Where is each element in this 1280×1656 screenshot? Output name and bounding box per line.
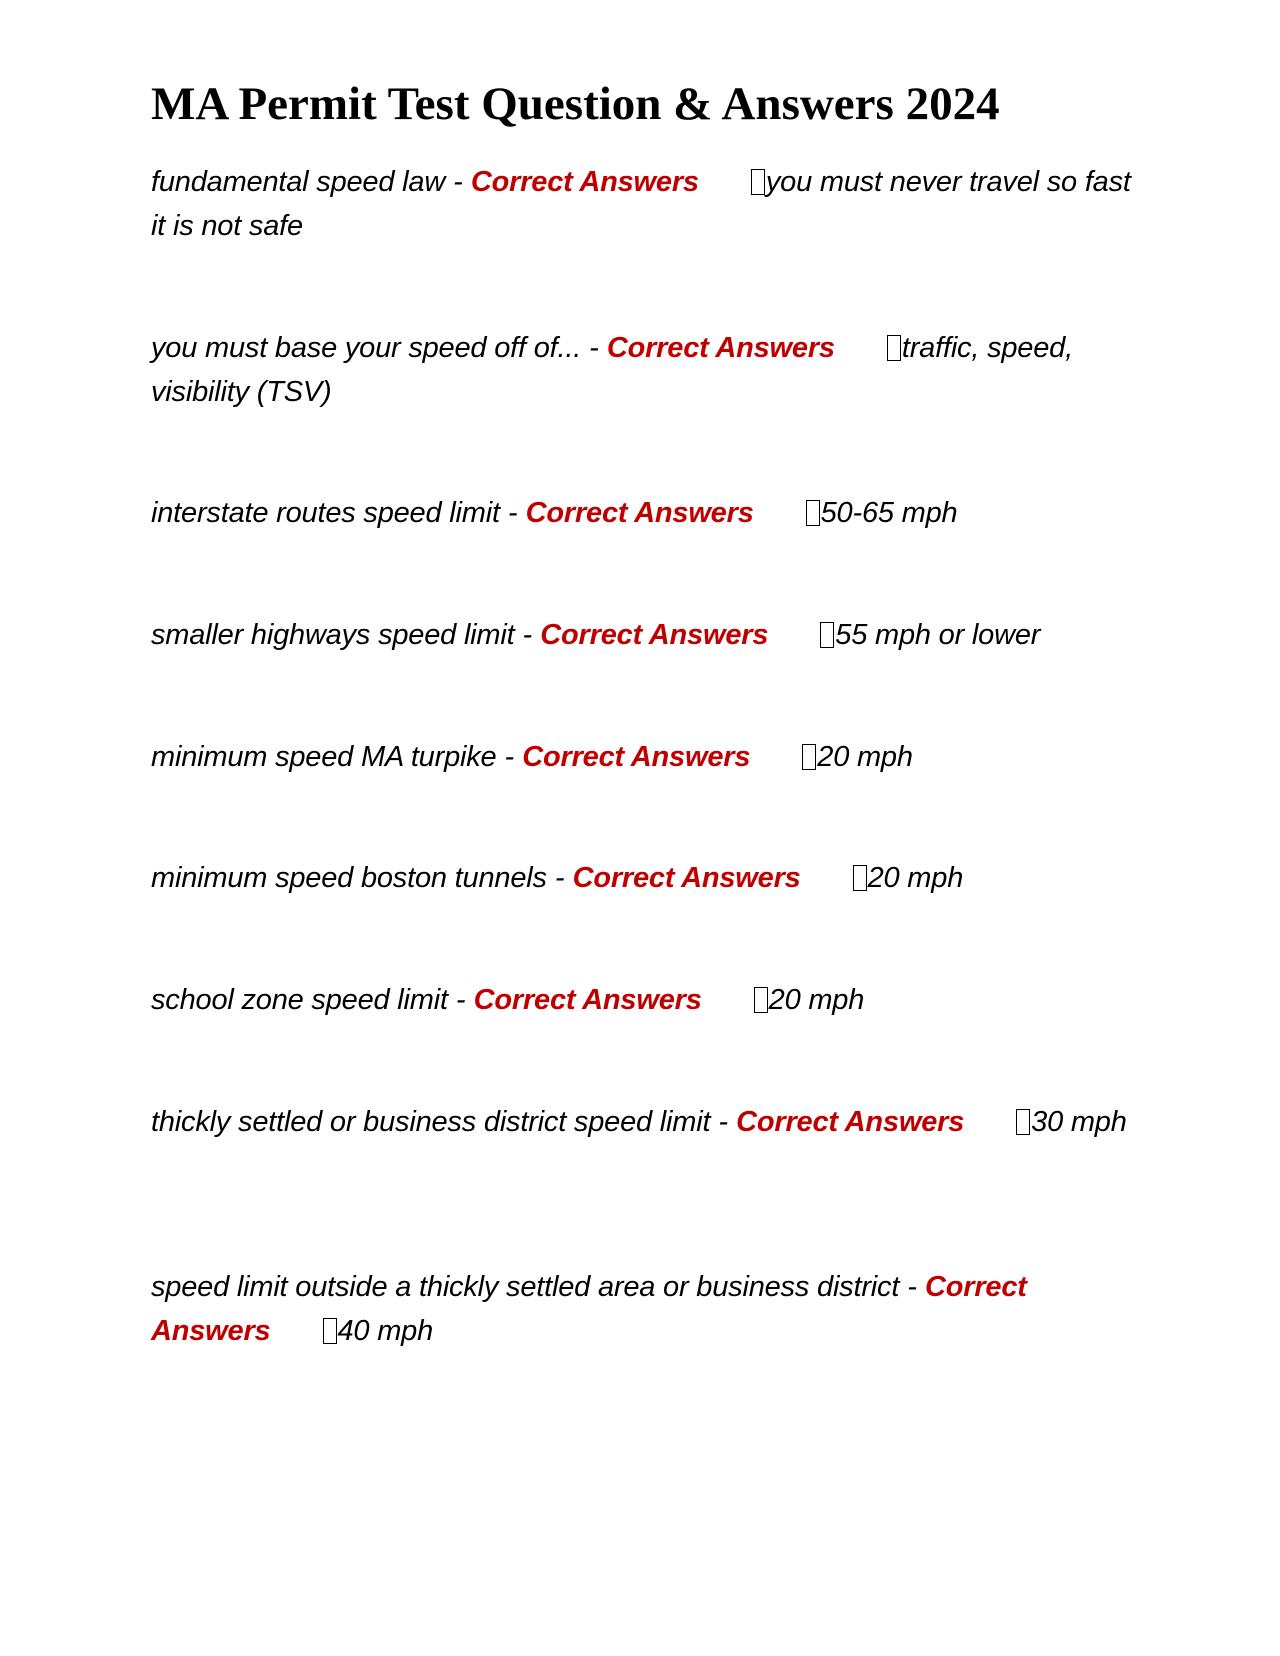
answer-text: 20 mph xyxy=(867,862,964,894)
answer-label: Correct Answers xyxy=(473,984,702,1016)
answer-text: 55 mph or lower xyxy=(835,619,1041,651)
question-text: fundamental speed law xyxy=(151,166,446,198)
question-text: minimum speed MA turpike xyxy=(151,741,497,773)
missing-glyph-box-icon xyxy=(323,1318,337,1344)
separator: - xyxy=(514,619,541,651)
question-text: speed limit outside a thickly settled area or business district xyxy=(151,1271,900,1303)
answer-text: traffic, speed, visibility (TSV) xyxy=(151,332,1073,408)
answer-text: 40 mph xyxy=(337,1315,434,1347)
qa-item xyxy=(151,326,1141,414)
answer-text: 30 mph xyxy=(1031,1106,1127,1138)
question-text: interstate routes speed limit xyxy=(151,497,500,529)
answer-label: Correct Answers xyxy=(525,497,754,529)
separator: - xyxy=(445,166,471,198)
separator: - xyxy=(581,332,607,364)
answer-label: Correct Answers xyxy=(736,1106,965,1138)
missing-glyph-box-icon xyxy=(1016,1109,1030,1135)
answer-label: Correct Answers xyxy=(606,332,835,364)
missing-glyph-box-icon xyxy=(806,500,820,526)
qa-item xyxy=(151,735,1141,779)
missing-glyph-box-icon xyxy=(887,335,901,361)
question-text: school zone speed limit xyxy=(151,984,448,1016)
question-text: smaller highways speed limit xyxy=(151,619,515,651)
separator: - xyxy=(710,1106,737,1138)
qa-item xyxy=(151,160,1141,248)
separator: - xyxy=(546,862,573,894)
missing-glyph-box-icon xyxy=(820,622,834,648)
qa-item xyxy=(151,978,1141,1022)
qa-item xyxy=(151,1265,1141,1353)
answer-label: Correct Answers xyxy=(540,619,769,651)
question-text: minimum speed boston tunnels xyxy=(151,862,547,894)
qa-item xyxy=(151,1100,1141,1144)
missing-glyph-box-icon xyxy=(754,987,768,1013)
answer-text: 20 mph xyxy=(817,741,913,773)
missing-glyph-box-icon xyxy=(802,744,816,770)
answer-label: Correct Answers xyxy=(522,741,751,773)
separator: - xyxy=(899,1271,925,1303)
answer-text: you must never travel so fast it is not safe xyxy=(151,166,1131,242)
missing-glyph-box-icon xyxy=(853,865,867,891)
answer-label: Correct Answers xyxy=(151,1271,1027,1347)
separator: - xyxy=(447,984,474,1016)
separator: - xyxy=(496,741,523,773)
answer-label: Correct Answers xyxy=(470,166,699,198)
question-text: you must base your speed off of... xyxy=(151,332,582,364)
missing-glyph-box-icon xyxy=(751,169,765,195)
answer-label: Correct Answers xyxy=(572,862,801,894)
answer-text: 50-65 mph xyxy=(820,497,958,529)
page-title: MA Permit Test Question & Answers 2024 xyxy=(151,78,1000,130)
answer-text: 20 mph xyxy=(768,984,865,1016)
separator: - xyxy=(499,497,526,529)
qa-item xyxy=(151,613,1141,657)
question-text: thickly settled or business district speed limit xyxy=(151,1106,711,1138)
qa-item xyxy=(151,491,1141,535)
qa-item xyxy=(151,856,1141,900)
